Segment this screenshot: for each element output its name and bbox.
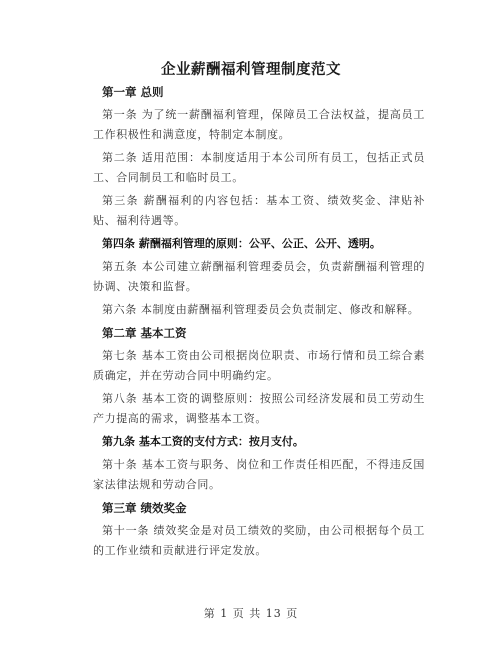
chapter-heading: 第二章 基本工资 — [102, 326, 187, 340]
article-paragraph: 第八条 基本工资的调整原则：按照公司经济发展和员工劳动生产力提高的需求，调整基本工资。 — [93, 392, 425, 425]
article-paragraph-bold: 第九条 基本工资的支付方式：按月支付。 — [102, 435, 304, 448]
article-paragraph: 第七条 基本工资由公司根据岗位职责、市场行情和员工综合素质确定，并在劳动合同中明确约定。 — [93, 349, 425, 382]
document-body — [93, 82, 425, 564]
article-paragraph-bold: 第四条 薪酬福利管理的原则：公平、公正、公开、透明。 — [102, 237, 381, 250]
article-paragraph: 第十一条 绩效奖金是对员工绩效的奖励，由公司根据每个员工的工作业绩和贡献进行评定发放。 — [93, 524, 425, 557]
article-paragraph: 第五条 本公司建立薪酬福利管理委员会，负责薪酬福利管理的协调、决策和监督。 — [93, 260, 425, 293]
article-paragraph: 第一条 为了统一薪酬福利管理，保障员工合法权益，提高员工工作积极性和满意度，特制定本制度。 — [93, 108, 425, 141]
article-paragraph: 第二条 适用范围：本制度适用于本公司所有员工，包括正式员工、合同制员工和临时员工。 — [93, 151, 425, 184]
article-paragraph: 第六条 本制度由薪酬福利管理委员会负责制定、修改和解释。 — [102, 303, 420, 316]
chapter-heading: 第一章 总则 — [102, 85, 164, 99]
article-paragraph: 第十条 基本工资与职务、岗位和工作责任相匹配，不得违反国家法律法规和劳动合同。 — [93, 458, 425, 491]
document-title: 企业薪酬福利管理制度范文 — [161, 62, 341, 78]
chapter-heading: 第三章 绩效奖金 — [102, 501, 187, 515]
article-paragraph: 第三条 薪酬福利的内容包括：基本工资、绩效奖金、津贴补贴、福利待遇等。 — [93, 194, 425, 227]
page-number: 第 1 页 共 13 页 — [203, 607, 299, 620]
